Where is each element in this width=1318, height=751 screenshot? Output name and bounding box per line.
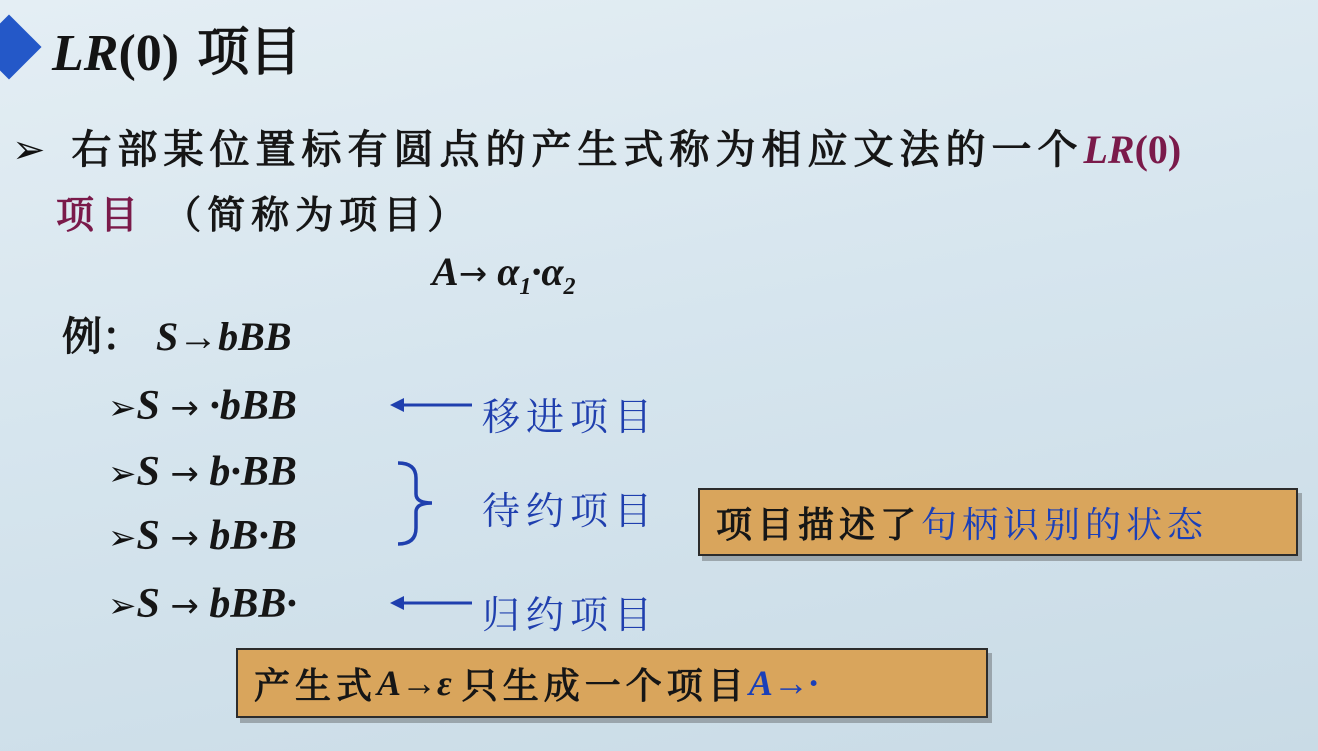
note-box-1-highlight: 句柄识别的状态 (921, 504, 1209, 546)
shift-arrow-icon (390, 398, 472, 412)
definition-term: 项目 (56, 192, 145, 237)
item-lhs: S (136, 383, 160, 429)
definition-lr-paren: (0) (1134, 127, 1182, 172)
general-form-sub2: 2 (563, 274, 576, 300)
definition-lr: LR (1083, 127, 1135, 172)
note-box-epsilon (236, 648, 988, 718)
item-arrow: → (170, 586, 199, 626)
bullet-arrow-icon: ➢ (108, 518, 137, 558)
bullet-arrow-icon: ➢ (12, 127, 52, 173)
note-box-2-item: A→· (748, 663, 818, 703)
general-form-lhs: A (432, 249, 459, 294)
note-box-2-text-a: 产生式 (254, 664, 378, 707)
item-arrow: → (170, 388, 199, 428)
example-production: S→bBB (155, 314, 292, 359)
item-lhs: S (136, 581, 160, 627)
note-box-2-text-b: 只生成一个项目 (461, 664, 749, 707)
item-rhs: bBB· (209, 581, 297, 627)
note-box-2-prod: A→ε (377, 663, 452, 703)
bullet-arrow-icon: ➢ (108, 586, 137, 626)
definition-text: 右部某位置标有圆点的产生式称为相应文法的一个 (71, 126, 1084, 173)
general-form-alpha1: α (497, 249, 520, 294)
item-rhs: b·BB (209, 449, 297, 495)
shift-item-label: 移进项目 (482, 395, 659, 439)
item-arrow: → (170, 454, 199, 494)
reduce-arrow-icon (390, 596, 472, 610)
title-latin: LR (52, 25, 119, 82)
item-arrow: → (170, 518, 199, 558)
title-paren: (0) (118, 25, 180, 82)
general-form-sub1: 1 (519, 274, 532, 300)
item-rhs: bB·B (209, 513, 297, 559)
item-lhs: S (136, 513, 160, 559)
example-label: 例： (62, 313, 142, 360)
item-lhs: S (136, 449, 160, 495)
general-form-dot: · (531, 249, 542, 294)
brace-icon (398, 463, 432, 544)
bullet-arrow-icon: ➢ (108, 388, 137, 428)
note-box-1-text: 项目描述了 (716, 503, 922, 546)
reduce-item-label: 归约项目 (482, 593, 659, 637)
definition-note: （简称为项目） (163, 192, 472, 237)
item-rhs: ·bBB (209, 383, 297, 429)
general-form-alpha2: α (541, 249, 564, 294)
bullet-arrow-icon: ➢ (108, 454, 137, 494)
title-cn: 项目 (197, 22, 302, 83)
pending-item-label: 待约项目 (482, 489, 659, 533)
note-box-handle-state (698, 488, 1298, 556)
general-form-arrow: → (458, 254, 488, 294)
